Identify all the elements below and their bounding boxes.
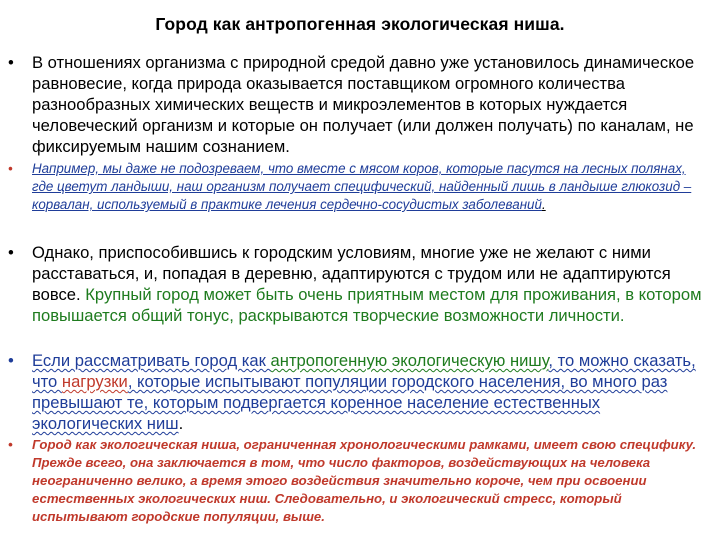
bullet-marker: •	[8, 53, 14, 72]
bullet-text: Город как экологическая ниша, ограниченная хронологическими рамками, имеет свою специфику. Прежде всего, она заключается в том, что число факторов, воздействующих на человека неограниченно велико, а время этого воздействия значительно короче, чем при освоении естественных экологических ниш. Следовательно, и экологический стресс, который испытывают городские популяции, выше.	[32, 437, 697, 524]
bullet-text-highlight: Крупный город может быть очень приятным местом для проживания, в котором повышается общий тонус, раскрываются творческие возможности личности.	[32, 285, 702, 325]
bullet-marker: •	[8, 351, 14, 370]
bullet-marker: •	[8, 243, 14, 262]
bullet-text-part: , которые испытывают популяции городского населения, во много раз превышают те, которым подвергается коренное население естественных экологических ниш	[32, 372, 668, 433]
bullet-text: В отношениях организма с природной средой давно уже установилось динамическое равновесие, когда природа оказывается поставщиком огромного количества разнообразных химических веществ и микроэлементов в которых нуждается человеческий организм и которые он получает (или должен получать) по каналам, не фиксируемым нашим сознанием.	[32, 53, 695, 156]
bullet-marker: •	[8, 437, 13, 452]
bullet-text-end: .	[541, 197, 546, 212]
bullet-text-underlined: Например, мы даже не подозреваем, что вместе с мясом коров, которые пасутся на лесных полянах, где цветут ландыши, наш организм получает специфический, найденный лишь в ландыше глюкозид – корвалан, используемый в практике лечения сердечно-сосудистых заболеваний	[32, 161, 692, 212]
bullet-text	[32, 350, 708, 434]
slide-title: Город как антропогенная экологическая ниша.	[155, 14, 565, 34]
bullet-text-part: Если рассматривать город как	[32, 351, 271, 370]
bullet-text	[32, 242, 708, 326]
bullet-text-emphasis: нагрузки	[61, 372, 128, 391]
bullet-text	[32, 160, 708, 214]
bullet-marker: •	[8, 161, 13, 176]
bullet-text-end: .	[178, 414, 184, 433]
bullet-text-highlight: антропогенную экологическую нишу	[270, 351, 549, 370]
bullet-text-part: , то можно сказать, что	[32, 351, 696, 391]
bullet-text-part: Однако, приспособившись к городским условиям, многие уже не желают с ними расставаться, и, попадая в деревню, адаптируются с трудом или не адаптируются вовсе.	[32, 243, 671, 304]
